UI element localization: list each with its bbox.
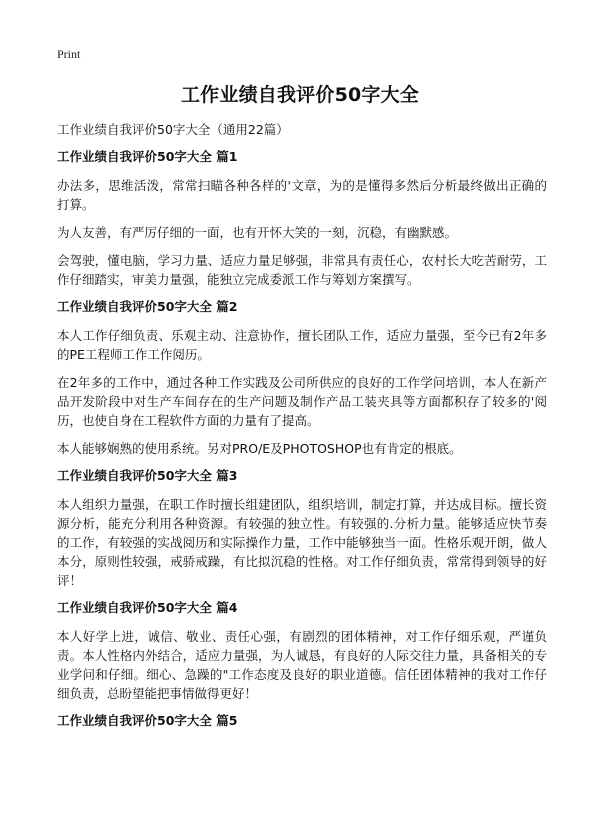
- section-heading: 工作业绩自我评价50字大全 篇4: [57, 600, 238, 615]
- print-link[interactable]: Print: [57, 47, 81, 61]
- paragraph: 本人能够娴熟的使用系统。另对PRO/E及PHOTOSHOP也有肯定的根底。: [57, 441, 462, 456]
- page-title: 工作业绩自我评价50字大全: [180, 84, 420, 106]
- section-heading: 工作业绩自我评价50字大全 篇1: [57, 149, 238, 164]
- section-2: [57, 298, 547, 458]
- section-heading: 工作业绩自我评价50字大全 篇2: [57, 299, 238, 314]
- document-subtitle: 工作业绩自我评价50字大全（通用22篇）: [57, 122, 289, 137]
- section-heading: 工作业绩自我评价50字大全 篇5: [57, 713, 238, 728]
- paragraph: 本人工作仔细负责、乐观主动、注意协作，擅长团队工作，适应力量强，至今已有2年多的PE工程师工作工作阅历。: [57, 328, 547, 362]
- paragraph: 本人好学上进，诚信、敬业、责任心强，有剧烈的团体精神，对工作仔细乐观，严谨负责。本人性格内外结合，适应力量强，为人诚恳，有良好的人际交往力量，具备相关的专业学问和仔细。细心、急躁的"工作态度及良好的职业道德。信任团体精神的我对工作仔细负责，总盼望能把事情做得更好！: [57, 629, 547, 701]
- paragraph: 为人友善，有严厉仔细的一面，也有开怀大笑的一刻，沉稳，有幽默感。: [57, 225, 458, 240]
- section-3: [57, 467, 547, 590]
- section-1: [57, 148, 547, 289]
- paragraph: 在2年多的工作中，通过各种工作实践及公司所供应的良好的工作学问培训，本人在新产品开发阶段中对生产车间存在的生产问题及制作产品工装夹具等方面都积存了较多的'阅历，也使自身在工程软件方面的力量有了提高。: [57, 375, 547, 428]
- section-heading: 工作业绩自我评价50字大全 篇3: [57, 468, 238, 483]
- section-5: [57, 712, 547, 730]
- paragraph: 会驾驶，懂电脑，学习力量、适应力量足够强，非常具有责任心，农村长大吃苦耐劳，工作仔细踏实，审美力量强，能独立完成委派工作与筹划方案撰写。: [57, 253, 547, 287]
- document-content: [57, 148, 547, 740]
- paragraph: 办法多，思维活泼，常常扫瞄各种各样的'文章，为的是懂得多然后分析最终做出正确的打算。: [57, 178, 547, 212]
- section-4: [57, 599, 547, 703]
- paragraph: 本人组织力量强，在职工作时擅长组建团队，组织培训，制定打算，并达成目标。擅长资源分析，能充分利用各种资源。有较强的独立性。有较强的.分析力量。能够适应快节奏的工作，有较强的实战阅历和实际操作力量，工作中能够独当一面。性格乐观开朗，做人本分，原则性较强，戒骄戒躁，有比拟沉稳的性格。对工作仔细负责，常常得到领导的好评！: [57, 497, 547, 588]
